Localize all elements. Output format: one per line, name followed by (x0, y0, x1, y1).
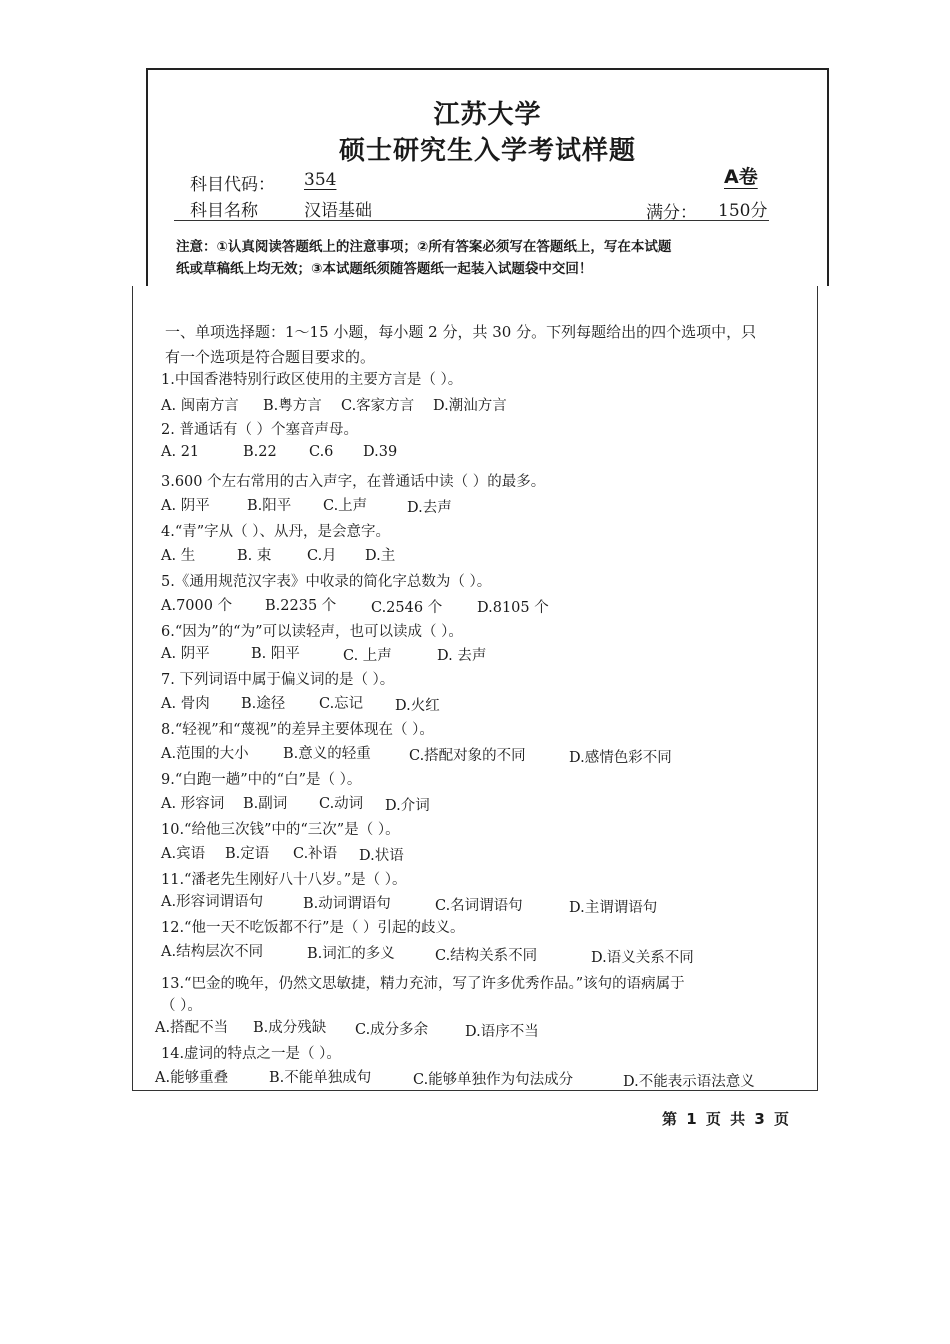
exam-notice (176, 236, 791, 280)
question-option: A.结构层次不同 (161, 944, 264, 960)
question-option: C.客家方言 (341, 398, 415, 414)
question-option: B.成分残缺 (253, 1020, 327, 1036)
question-option: D.不能表示语法意义 (623, 1074, 755, 1090)
question-option: A. 骨肉 (161, 696, 210, 712)
question-stem: 4.“青”字从（ ）、从丹，是会意字。 (161, 524, 391, 540)
question-stem: 3.600 个左右常用的古入声字，在普通话中读（ ）的最多。 (161, 474, 546, 490)
question-stem: 5.《通用规范汉字表》中收录的简化字总数为（ ）。 (161, 574, 492, 590)
exam-header-box (146, 68, 829, 286)
question-option: B.阳平 (247, 498, 292, 514)
school-name: 江苏大学 (433, 100, 542, 130)
question-option: D.感情色彩不同 (569, 750, 672, 766)
question-option: D.火红 (395, 698, 440, 714)
question-option: D.去声 (407, 500, 452, 516)
question-option: B.不能单独成句 (269, 1070, 372, 1086)
question-stem: 14.虚词的特点之一是（ ）。 (161, 1046, 341, 1062)
question-option: C.上声 (323, 498, 368, 514)
question-option: B.22 (243, 444, 277, 460)
page-number: 第 1 页 共 3 页 (662, 1110, 789, 1128)
question-option: C. 上声 (343, 648, 392, 664)
question-option: C.2546 个 (371, 600, 443, 616)
question-option: D.潮汕方言 (433, 398, 507, 414)
question-stem: 9.“白跑一趟”中的“白”是（ ）。 (161, 772, 362, 788)
question-option: B.动词谓语句 (303, 896, 391, 912)
question-option: C.结构关系不同 (435, 948, 538, 964)
question-option: B.粤方言 (263, 398, 322, 414)
question-option: B.词汇的多义 (307, 946, 395, 962)
question-option: C.动词 (319, 796, 364, 812)
question-option: B.副词 (243, 796, 288, 812)
question-stem: 6.“因为”的“为”可以读轻声，也可以读成（ ）。 (161, 624, 463, 640)
subject-code-value: 354 (304, 170, 337, 190)
question-stem: 10.“给他三次钱”中的“三次”是（ ）。 (161, 822, 400, 838)
question-option: D.8105 个 (477, 600, 549, 616)
question-option: A. 21 (161, 444, 200, 460)
question-box (132, 286, 818, 1091)
question-stem: 12.“他一天不吃饭都不行”是（ ）引起的歧义。 (161, 920, 465, 936)
question-option: C.搭配对象的不同 (409, 748, 526, 764)
question-option: A.搭配不当 (155, 1020, 229, 1036)
question-option: B.2235 个 (265, 598, 337, 614)
subject-name-label: 科目名称 (190, 201, 258, 221)
section-intro (165, 320, 805, 370)
question-option: A.范围的大小 (161, 746, 249, 762)
paper-version: A卷 (724, 166, 758, 188)
question-stem: 13.“巴金的晚年，仍然文思敏捷，精力充沛，写了许多优秀作品。”该句的语病属于 (161, 976, 685, 992)
question-stem: 1.中国香港特别行政区使用的主要方言是（ ）。 (161, 372, 463, 388)
question-option: A. 生 (161, 548, 196, 564)
question-option: D.主 (365, 548, 396, 564)
question-option: C.补语 (293, 846, 338, 862)
question-option: C.6 (309, 444, 334, 460)
question-stem: 8.“轻视”和“蔑视”的差异主要体现在（ ）。 (161, 722, 434, 738)
question-option: D.主谓谓语句 (569, 900, 658, 916)
notice-line-1: 注意：①认真阅读答题纸上的注意事项；②所有答案必须写在答题纸上，写在本试题 (176, 239, 672, 255)
question-option: A.能够重叠 (155, 1070, 229, 1086)
question-option: B. 阳平 (251, 646, 300, 662)
question-option: C.月 (307, 548, 337, 564)
section-intro-line-2: 有一个选项是符合题目要求的。 (165, 348, 376, 366)
question-option: A. 阴平 (161, 498, 210, 514)
question-stem: 2. 普通话有（ ）个塞音声母。 (161, 422, 359, 438)
question-option: B.定语 (225, 846, 270, 862)
question-option: D.语义关系不同 (591, 950, 694, 966)
question-stem: 7. 下列词语中属于偏义词的是（ ）。 (161, 672, 395, 688)
notice-line-2: 纸或草稿纸上均无效；③本试题纸须随答题纸一起装入试题袋中交回！ (176, 261, 593, 277)
question-stem: 11.“潘老先生刚好八十八岁。”是（ ）。 (161, 872, 407, 888)
question-option: A.7000 个 (161, 598, 233, 614)
question-option: C.能够单独作为句法成分 (413, 1072, 574, 1088)
question-option: B.意义的轻重 (283, 746, 371, 762)
question-option: A.形容词谓语句 (161, 894, 264, 910)
question-stem-continuation: （ ）。 (161, 998, 202, 1014)
question-option: A. 阴平 (161, 646, 210, 662)
header-divider (174, 220, 769, 221)
question-option: D.状语 (359, 848, 404, 864)
question-option: A.宾语 (161, 846, 206, 862)
question-option: C.名词谓语句 (435, 898, 523, 914)
question-option: A. 形容词 (161, 796, 225, 812)
full-score-label: 满分： (646, 203, 697, 223)
question-option: C.忘记 (319, 696, 364, 712)
question-option: B.途径 (241, 696, 286, 712)
section-intro-line-1: 一、单项选择题：1～15 小题，每小题 2 分，共 30 分。下列每题给出的四个选项中，只 (165, 323, 757, 341)
question-option: B. 束 (237, 548, 272, 564)
exam-title: 硕士研究生入学考试样题 (338, 136, 636, 166)
question-option: D. 去声 (437, 648, 487, 664)
question-option: D.介词 (385, 798, 430, 814)
question-option: C.成分多余 (355, 1022, 429, 1038)
question-option: D.39 (363, 444, 398, 460)
full-score-value: 150分 (718, 201, 768, 221)
subject-name-value: 汉语基础 (304, 201, 372, 221)
question-option: A. 闽南方言 (161, 398, 239, 414)
question-option: D.语序不当 (465, 1024, 539, 1040)
subject-code-label: 科目代码： (190, 175, 275, 195)
